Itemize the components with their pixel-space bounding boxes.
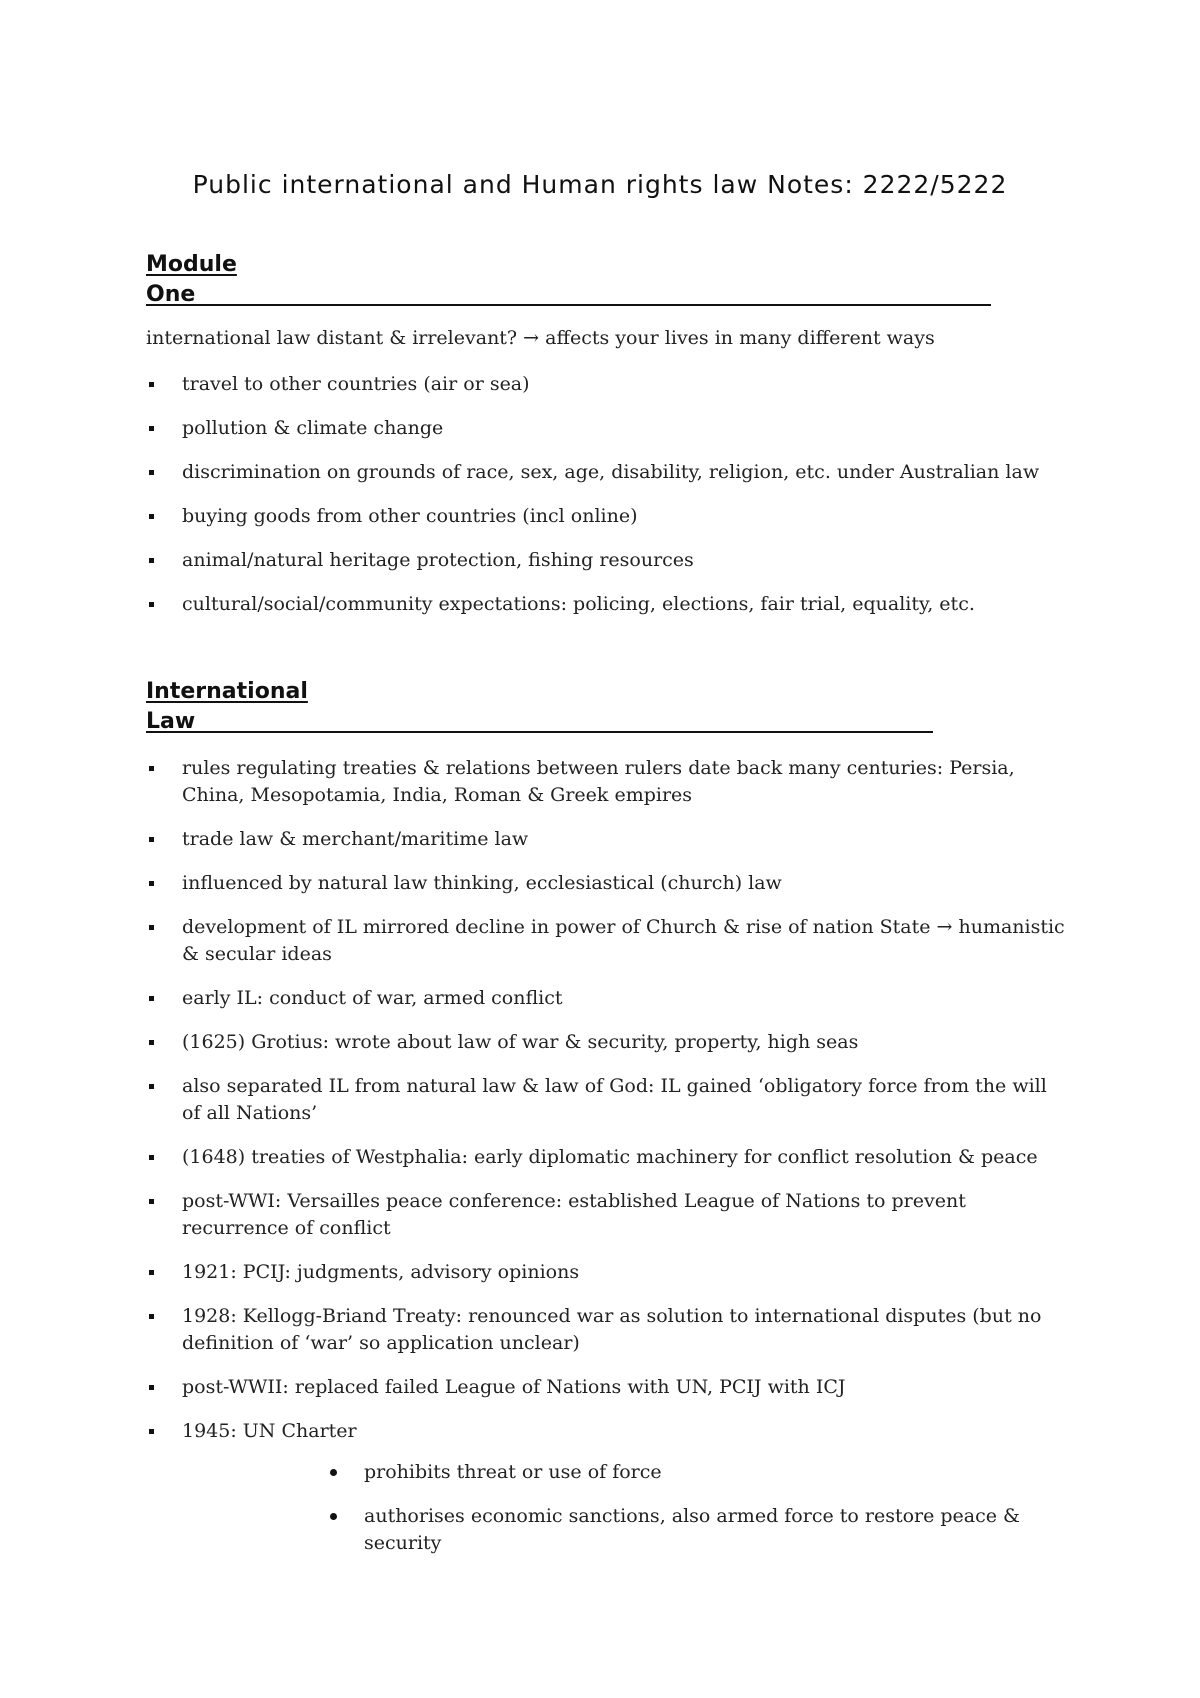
list-item: influenced by natural law thinking, ecclesiastical (church) law: [146, 870, 1066, 897]
list-item: post-WWII: replaced failed League of Nations with UN, PCIJ with ICJ: [146, 1374, 1066, 1401]
square-bullet-icon: [149, 1040, 154, 1045]
module-one-intro: international law distant & irrelevant? → affects your lives in many different ways: [146, 327, 935, 349]
international-law-heading-line1: International: [146, 679, 308, 704]
list-item: animal/natural heritage protection, fishing resources: [146, 547, 1066, 574]
round-bullet-icon: [330, 1513, 337, 1520]
square-bullet-icon: [149, 996, 154, 1001]
square-bullet-icon: [149, 382, 154, 387]
square-bullet-icon: [149, 558, 154, 563]
list-item: 1945: UN Charter: [146, 1418, 1066, 1445]
international-law-heading-rule: [146, 731, 933, 733]
square-bullet-icon: [149, 514, 154, 519]
list-item: prohibits threat or use of force: [327, 1459, 1057, 1486]
square-bullet-icon: [149, 1155, 154, 1160]
list-item: pollution & climate change: [146, 415, 1066, 442]
square-bullet-icon: [149, 925, 154, 930]
list-item: (1648) treaties of Westphalia: early diplomatic machinery for conflict resolution & peace: [146, 1144, 1066, 1171]
list-item: discrimination on grounds of race, sex, age, disability, religion, etc. under Australian law: [146, 459, 1066, 486]
module-one-bullet-list: [146, 371, 1066, 635]
square-bullet-icon: [149, 1199, 154, 1204]
square-bullet-icon: [149, 837, 154, 842]
square-bullet-icon: [149, 602, 154, 607]
square-bullet-icon: [149, 426, 154, 431]
square-bullet-icon: [149, 470, 154, 475]
square-bullet-icon: [149, 1385, 154, 1390]
international-law-heading: [146, 677, 308, 737]
list-item: buying goods from other countries (incl online): [146, 503, 1066, 530]
square-bullet-icon: [149, 1314, 154, 1319]
module-one-heading-line1: Module: [146, 252, 237, 277]
module-one-heading: [146, 250, 237, 310]
module-one-heading-rule: [146, 304, 991, 306]
list-item: authorises economic sanctions, also armed force to restore peace & security: [327, 1503, 1057, 1557]
list-item: travel to other countries (air or sea): [146, 371, 1066, 398]
international-law-bullet-list: [146, 755, 1066, 1462]
round-bullet-icon: [330, 1469, 337, 1476]
international-law-heading-line2: Law: [146, 709, 196, 734]
square-bullet-icon: [149, 881, 154, 886]
square-bullet-icon: [149, 1084, 154, 1089]
square-bullet-icon: [149, 1429, 154, 1434]
list-item: cultural/social/community expectations: policing, elections, fair trial, equality, etc.: [146, 591, 1066, 618]
square-bullet-icon: [149, 1270, 154, 1275]
list-item: trade law & merchant/maritime law: [146, 826, 1066, 853]
list-item: also separated IL from natural law & law of God: IL gained ‘obligatory force from the will of all Nations’: [146, 1073, 1066, 1127]
list-item: rules regulating treaties & relations between rulers date back many centuries: Persia, China, Mesopotamia, India, Roman & Greek empires: [146, 755, 1066, 809]
list-item: early IL: conduct of war, armed conflict: [146, 985, 1066, 1012]
square-bullet-icon: [149, 766, 154, 771]
list-item: (1625) Grotius: wrote about law of war & security, property, high seas: [146, 1029, 1066, 1056]
module-one-heading-line2: One: [146, 282, 196, 307]
list-item: 1928: Kellogg-Briand Treaty: renounced war as solution to international disputes (but no definition of ‘war’ so application unclear): [146, 1303, 1066, 1357]
document-title: Public international and Human rights law Notes: 2222/5222: [192, 170, 1008, 199]
un-charter-sub-list: [327, 1459, 1057, 1574]
list-item: development of IL mirrored decline in power of Church & rise of nation State → humanistic & secular ideas: [146, 914, 1066, 968]
list-item: 1921: PCIJ: judgments, advisory opinions: [146, 1259, 1066, 1286]
list-item: post-WWI: Versailles peace conference: established League of Nations to prevent recurrence of conflict: [146, 1188, 1066, 1242]
